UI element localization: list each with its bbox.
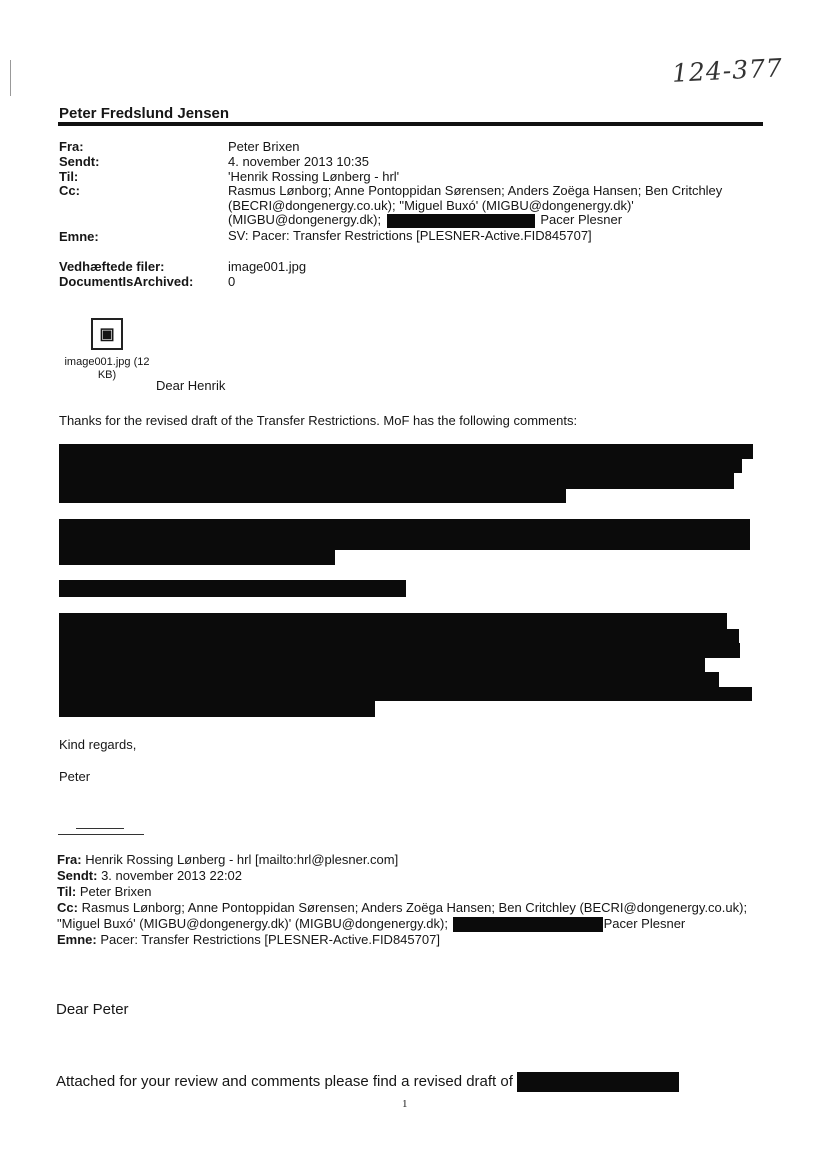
- redaction-bar: [59, 687, 752, 701]
- redaction-bar: [453, 917, 603, 932]
- sent-value: 4. november 2013 10:35: [228, 154, 369, 169]
- redaction-bar: [59, 701, 375, 717]
- cc-value-line-1: Rasmus Lønborg; Anne Pontoppidan Sørensen; Anders Zoëga Hansen; Ben Critchley: [228, 183, 723, 198]
- archived-label: DocumentIsArchived:: [59, 274, 194, 289]
- closing: Kind regards,: [59, 737, 137, 752]
- attachment-caption[interactable]: image001.jpg (12 KB): [64, 356, 150, 381]
- to-value: 'Henrik Rossing Lønberg - hrl': [228, 169, 400, 184]
- fwd-to-label: Til:: [57, 884, 77, 899]
- separator-rule: [76, 828, 124, 829]
- attachments-label: Vedhæftede filer:: [59, 259, 165, 274]
- fwd-greeting: Dear Peter: [56, 1001, 129, 1018]
- fwd-subject-value: Pacer: Transfer Restrictions [PLESNER-Active.FID845707]: [100, 932, 440, 947]
- page-number: 1: [402, 1098, 408, 1110]
- separator-rule: [58, 834, 144, 835]
- fwd-cc-value-1: Rasmus Lønborg; Anne Pontoppidan Sørensen; Anders Zoëga Hansen; Ben Critchley (BECRI@dongenergy.co.uk);: [81, 900, 748, 915]
- to-label: Til:: [59, 169, 79, 184]
- cc-value-line-3a: (MIGBU@dongenergy.dk);: [228, 212, 382, 227]
- redaction-bar: [59, 519, 750, 550]
- from-value: Peter Brixen: [228, 139, 300, 154]
- redaction-bar: [59, 629, 739, 643]
- redaction-bar: [517, 1072, 679, 1092]
- fwd-cc-value-2a: "Miguel Buxó' (MIGBU@dongenergy.dk)' (MIGBU@dongenergy.dk);: [57, 916, 448, 931]
- redaction-bar: [59, 550, 335, 565]
- signature: Peter: [59, 769, 91, 784]
- fwd-to-value: Peter Brixen: [79, 884, 152, 899]
- sent-label: Sendt:: [59, 154, 100, 169]
- redaction-bar: [59, 672, 719, 687]
- greeting: Dear Henrik: [156, 378, 226, 393]
- redaction-bar: [59, 580, 406, 597]
- redaction-bar: [59, 613, 727, 629]
- fwd-from-value: Henrik Rossing Lønberg - hrl [mailto:hrl@plesner.com]: [85, 852, 399, 867]
- fwd-from-label: Fra:: [57, 852, 82, 867]
- subject-value: SV: Pacer: Transfer Restrictions [PLESNER-Active.FID845707]: [228, 228, 592, 243]
- fwd-from-line: [57, 852, 398, 867]
- cc-label: Cc:: [59, 183, 80, 198]
- cc-value-line-3b: Pacer Plesner: [540, 212, 623, 227]
- archived-value: 0: [228, 274, 236, 289]
- fwd-sent-line: [57, 868, 242, 883]
- margin-mark: [10, 60, 11, 96]
- image-file-icon[interactable]: ▣: [91, 318, 123, 350]
- redaction-bar: [59, 658, 705, 672]
- heading-rule: [58, 122, 763, 126]
- fwd-body-text: Attached for your review and comments please find a revised draft of: [56, 1072, 513, 1090]
- redaction-bar: [59, 489, 566, 503]
- fwd-sent-value: 3. november 2013 22:02: [101, 868, 243, 883]
- attachments-value: image001.jpg: [228, 259, 307, 274]
- handwritten-annotation: 124-377: [671, 53, 784, 88]
- intro-text: Thanks for the revised draft of the Transfer Restrictions. MoF has the following comments:: [59, 413, 578, 428]
- subject-label: Emne:: [59, 229, 99, 244]
- cc-value-line-3: [228, 212, 773, 228]
- cc-value-line-2: (BECRI@dongenergy.co.uk); ''Miguel Buxó' (MIGBU@dongenergy.dk)': [228, 198, 634, 213]
- redaction-bar: [59, 643, 740, 658]
- fwd-body-line: [56, 1072, 679, 1092]
- fwd-sent-label: Sendt:: [57, 868, 98, 883]
- from-label: Fra:: [59, 139, 84, 154]
- redaction-bar: [59, 473, 734, 489]
- redaction-bar: [59, 444, 753, 459]
- fwd-cc-line-2: [57, 916, 685, 932]
- fwd-cc-value-2b: Pacer Plesner: [603, 916, 686, 931]
- fwd-subject-line: [57, 932, 440, 947]
- fwd-cc-line-1: [57, 900, 747, 915]
- redaction-bar: [387, 214, 535, 228]
- fwd-to-line: [57, 884, 151, 899]
- fwd-subject-label: Emne:: [57, 932, 97, 947]
- sender-heading: Peter Fredslund Jensen: [59, 105, 230, 122]
- redaction-bar: [59, 459, 742, 473]
- fwd-cc-label: Cc:: [57, 900, 78, 915]
